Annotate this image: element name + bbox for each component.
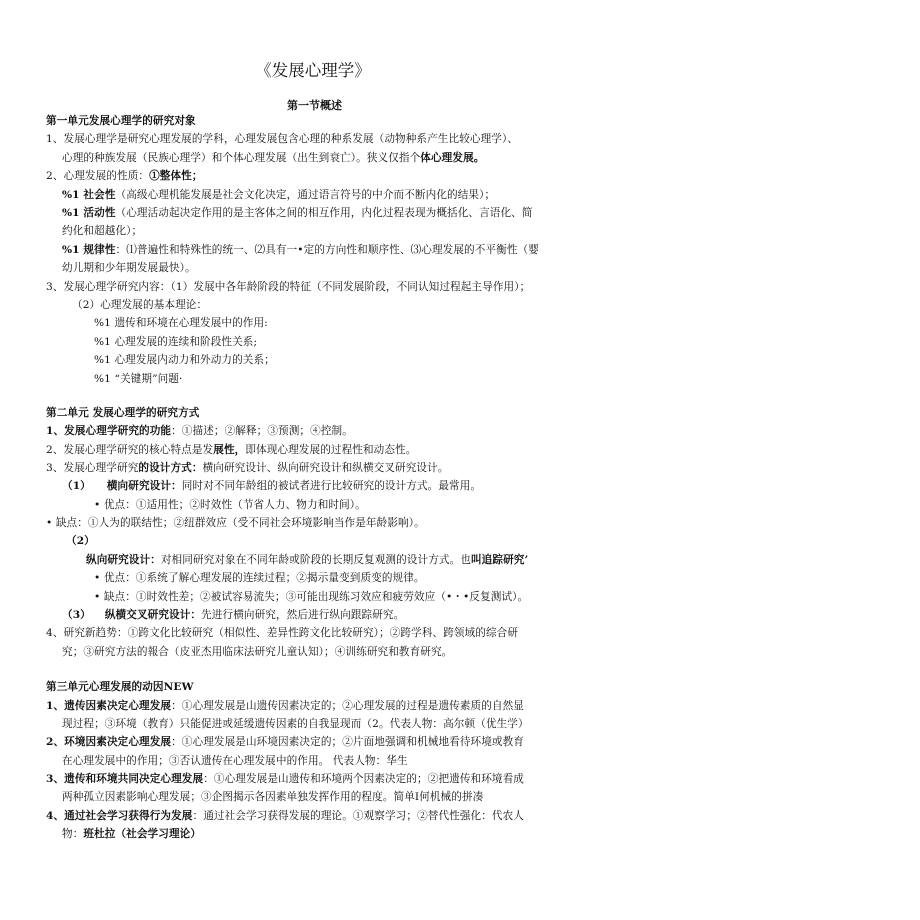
design-cross-sectional: （1） 横向研究设计：同时对不同年龄组的被试者进行比较研究的设计方式。最常用。 — [62, 480, 482, 492]
unit1-item3: 3、发展心理学研究内容：（1）发展中各年龄阶段的特征（不同发展阶段，不同认知过程起主导作用）； — [46, 281, 531, 293]
unit2-item4-line1: 4、研究新趋势：①跨文化比较研究（相似性、差异性跨文化比较研究）；②跨学科、跨领域的综合研 — [46, 627, 519, 639]
unit1-item2: 2、心理发展的性质：①整体性； — [46, 170, 203, 182]
unit3-item3-line1: 3、遗传和环境共同决定心理发展：①心理发展是山遗传和环境两个因素决定的；②把遗传和环境看成 — [46, 773, 524, 785]
unit1-property-law-cont: 幼儿期和少年期发展最快）。 — [62, 262, 196, 274]
design-cross-sectional-cons: • 缺点：①人为的联结性；②纽群效应（受不同社会环境影响当作是年龄影响）。 — [46, 517, 425, 529]
unit3-item3-line2: 两种孤立因素影响心理发展；③企图揭示各因素单独发挥作用的程度。简单I何机械的拼凑 — [62, 791, 484, 803]
unit1-property-law: %1 规律性：⑴普遍性和特殊性的统一、⑵具有一•定的方向性和顺序性、⑶心理发展的不平衡性（婴 — [62, 244, 539, 256]
unit1-item3-sub: （2）心理发展的基本理论： — [72, 299, 208, 311]
unit3-item2-line2: 在心理发展中的作用；③否认遗传在心理发展中的作用。 代表人物：华生 — [62, 755, 408, 767]
unit2-item4-line2: 究；③研究方法的報合（皮亚杰用临床法研究儿童认知）；④训练研究和教育研究。 — [62, 646, 453, 658]
unit3-item1-line2: 现过程；③环境（教育）只能促进或延缓遗传因素的自我显现而（2。代表人物：高尔顿（优生学） — [62, 718, 529, 730]
theory-item: %1 心理发展内动力和外动力的关系； — [94, 354, 275, 366]
theory-item: %1 “关键期”问题· — [94, 373, 183, 385]
design-cross-sectional-pros: • 优点：①适用性；②时效性（节省人力、物力和时间）。 — [94, 499, 366, 511]
section-title: 第一节概述 — [287, 99, 342, 112]
unit1-property-activity: %1 活动性（心理活动起决定作用的是主客体之间的相互作用，内化过程表现为概括化、言语化、简 — [62, 207, 533, 219]
design-longitudinal-pros: • 优点：①系统了解心理发展的连续过程；②揭示量变到质变的规律。 — [94, 572, 425, 584]
design-cross-sequential: （3） 纵横交叉研究设计：先进行横向研究，然后进行纵向跟踪研究。 — [62, 609, 405, 621]
unit1-item1-line1: 1、发展心理学是研究心理发展的学科，心理发展包含心理的种系发展（动物种系产生比较心理学）、 — [46, 133, 519, 145]
unit1-heading: 第一单元发展心理学的研究对象 — [46, 115, 196, 127]
unit1-property-social: %1 社会性（高级心理机能发展是社会文化决定，通过语言符号的中介而不断内化的结果）； — [62, 189, 496, 201]
unit1-item1-line2: 心理的种族发展（民族心理学）和个体心理发展（出生到衰亡）。狭义仅指个体心理发展。 — [62, 152, 485, 164]
unit1-property-activity-cont: 约化和超越化）； — [62, 225, 143, 237]
unit3-heading: 第三单元心理发展的动因NEW — [46, 681, 194, 693]
unit2-item2: 2、发展心理学研究的核心特点是发展性，即体现心理发展的过程性和动态性。 — [46, 444, 417, 456]
theory-item: %1 遗传和环境在心理发展中的作用: — [94, 317, 268, 329]
unit2-item3: 3、发展心理学研究的设计方式：横向研究设计、纵向研究设计和纵横交叉研究设计。 — [46, 462, 449, 474]
unit2-heading: 第二单元 发展心理学的研究方式 — [46, 407, 200, 419]
theory-item: %1 心理发展的连续和阶段性关系; — [94, 336, 258, 348]
unit3-item2-line1: 2、环境因素决定心理发展：①心理发展是山环境因素决定的；②片面地强调和机械地看待环境或教育 — [46, 736, 524, 748]
design-longitudinal-cons: • 缺点：①时效性差；②被试容易流失；③可能出现练习效应和疲劳效应（•・•反复测试）。 — [94, 591, 529, 603]
unit3-item4-line2: 物：班杜拉（社会学习理论） — [62, 828, 202, 840]
document-title: 《发展心理学》 — [255, 61, 371, 80]
unit2-item1: 1、发展心理学研究的功能：①描述；②解释；③预测；④控制。 — [46, 425, 353, 437]
design-longitudinal-number: （2） — [66, 535, 95, 547]
unit3-item1-line1: 1、遗传因素决定心理发展：①心理发展是山遗传因素决定的；②心理发展的过程是遗传素质的自然显 — [46, 700, 524, 712]
design-longitudinal: 纵向研究设计：对相同研究对象在不同年龄或阶段的长期反复观测的设计方式。也叫追踪研究’ — [86, 554, 529, 566]
unit3-item4-line1: 4、通过社会学习获得行为发展：通过社会学习获得发展的理论。①观察学习；②替代性强化：代农人 — [46, 810, 525, 822]
